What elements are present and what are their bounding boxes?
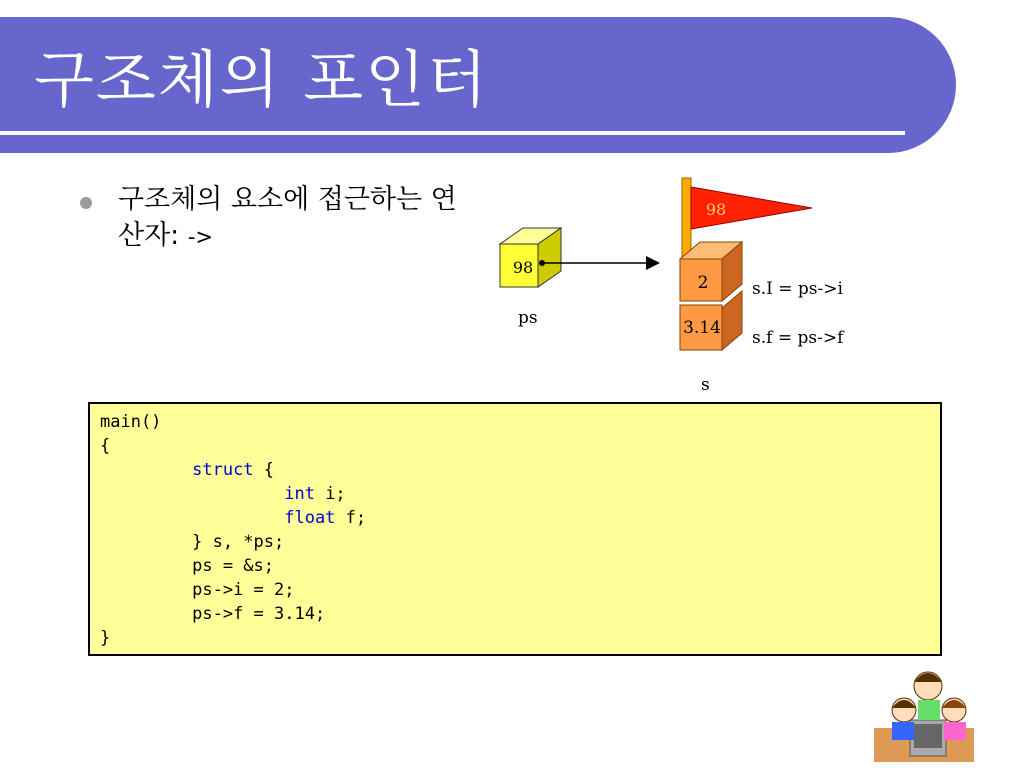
struct-label: s — [701, 375, 710, 395]
code-text: { — [253, 460, 275, 480]
code-line: ps->i = 2; — [192, 580, 295, 600]
code-line: { — [100, 436, 111, 456]
pointer-value: 98 — [512, 258, 534, 277]
code-line: ps->f = 3.14; — [192, 604, 326, 624]
flag-value: 98 — [705, 200, 727, 219]
arrow-head — [646, 256, 660, 270]
pointer-cube — [500, 228, 561, 287]
code-keyword: int — [284, 484, 315, 504]
bullet-operator: -> — [187, 225, 214, 249]
expression-i: s.I = ps->i — [752, 279, 843, 299]
code-line: main() — [100, 412, 162, 432]
member-i-value: 2 — [697, 273, 709, 293]
flag-pole — [682, 178, 691, 262]
code-box — [88, 402, 942, 656]
code-block — [90, 404, 940, 656]
member-f-value: 3.14 — [683, 318, 721, 338]
code-line: } s, *ps; — [192, 532, 285, 552]
code-keyword: float — [284, 508, 336, 528]
expression-f: s.f = ps->f — [752, 328, 844, 348]
child-shirt-left — [892, 722, 914, 740]
code-text: i; — [314, 484, 346, 504]
struct-member-i — [680, 242, 742, 301]
child-shirt — [918, 700, 940, 720]
pointer-label: ps — [518, 308, 538, 328]
slide-title: 구조체의 포인터 — [34, 43, 489, 116]
code-line: } — [100, 628, 111, 648]
code-keyword: struct — [192, 460, 254, 480]
code-text: f; — [335, 508, 367, 528]
code-line: ps = &s; — [192, 556, 275, 576]
children-computer-illustration — [868, 662, 978, 766]
child-shirt-right — [944, 722, 966, 740]
bullet-label: 구조체의 요소에 접근하는 연산자: — [118, 184, 457, 251]
